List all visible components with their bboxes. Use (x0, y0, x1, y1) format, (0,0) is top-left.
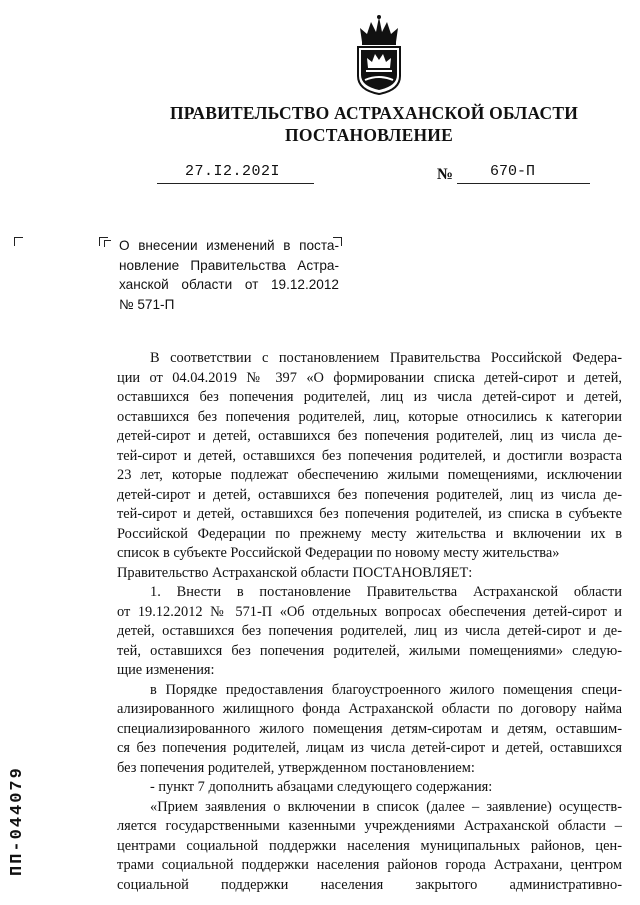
body-line: ляется государственными казенными учреждениями Астраханской области – (117, 818, 622, 834)
subject-line: № 571-П (119, 296, 175, 312)
number-underline (457, 183, 590, 184)
document-body (117, 349, 622, 895)
body-line: центрами социальной поддержки населения муниципальных районов, цен- (117, 837, 622, 854)
body-line: 23 лет, которые подлежат обеспечению жилыми помещениями, исключении (117, 467, 622, 483)
body-line: «Прием заявления о включении в список (далее – заявление) осуществ- (150, 798, 622, 815)
body-line: список в субъекте Российской Федерации по новому месту жительства» (117, 545, 560, 561)
body-line: оставшихся без попечения родителей, лиц, которые относились к категории (117, 408, 622, 425)
body-line: от 19.12.2012 № 571-П «Об отдельных вопросах обеспечения детей-сирот и (117, 603, 622, 620)
date-underline (157, 183, 314, 184)
body-line: щие изменения: (117, 662, 215, 678)
body-line: тей, оставшихся без попечения родителей, жилыми помещениями» следую- (117, 642, 622, 659)
body-line: без попечения родителей, утвержденном постановлением: (117, 759, 475, 776)
body-line: В соответствии с постановлением Правительства Российской Федера- (150, 350, 622, 366)
body-line: детей, оставшихся без попечения родителей, лиц из числа детей-сирот и де- (117, 623, 622, 639)
body-line: тей-сирот и детей, оставшихся без попечения родителей, и достигли возраста (117, 447, 622, 464)
body-line: ализированного жилищного фонда Астраханской области по договору найма (117, 701, 622, 717)
document-date: 27.I2.202I (185, 163, 281, 180)
subject-corner-mark-left-inner (104, 240, 111, 247)
subject-line: ханской области от 19.12.2012 (119, 277, 339, 292)
body-line: оставшихся без попечения родителей, лиц из числа детей-сирот и детей, (117, 389, 622, 405)
number-sign: № (437, 166, 454, 183)
body-line: тей-сирот и детей, оставшихся без попечения родителей, из списка в субъекте (117, 506, 622, 522)
body-line: детей-сирот и детей, оставшихся без попечения родителей, лиц из числа де- (117, 486, 622, 503)
document-number: 670-П (490, 163, 536, 180)
body-line: трами социальной поддержки населения районов города Астрахани, центром (117, 857, 622, 873)
document-subject (119, 236, 339, 314)
body-line: Российской Федерации по прежнему месту жительства и включении их в (117, 525, 622, 542)
subject-line: О внесении изменений в поста- (119, 238, 339, 253)
body-line: 1. Внести в постановление Правительства Астраханской области (150, 584, 622, 600)
form-serial-code: ПП-044079 (8, 766, 27, 876)
body-line: специализированного жилого помещения детям-сиротам и детям, оставшим- (117, 720, 622, 737)
body-line: Правительство Астраханской области ПОСТАНОВЛЯЕТ: (117, 564, 473, 581)
document-type-title: ПОСТАНОВЛЕНИЕ (285, 125, 453, 145)
body-line: детей-сирот и детей, оставшихся без попечения родителей, лиц из числа де- (117, 428, 622, 444)
body-line: - пункт 7 дополнить абзацами следующего содержания: (150, 779, 493, 795)
body-line: ся без попечения родителей, лицам из числа детей-сирот и детей, оставшихся (117, 740, 622, 756)
subject-line: новление Правительства Астра- (119, 257, 339, 273)
body-line: социальной поддержки населения закрытого административно- (117, 876, 622, 893)
astrakhan-coat-of-arms-icon (352, 14, 406, 96)
body-line: в Порядке предоставления благоустроенного жилого помещения специ- (150, 681, 622, 698)
body-line: ции от 04.04.2019 № 397 «О формировании списка детей-сирот и детей, (117, 369, 622, 386)
organization-name: ПРАВИТЕЛЬСТВО АСТРАХАНСКОЙ ОБЛАСТИ (169, 103, 579, 123)
margin-corner-mark (14, 237, 23, 246)
